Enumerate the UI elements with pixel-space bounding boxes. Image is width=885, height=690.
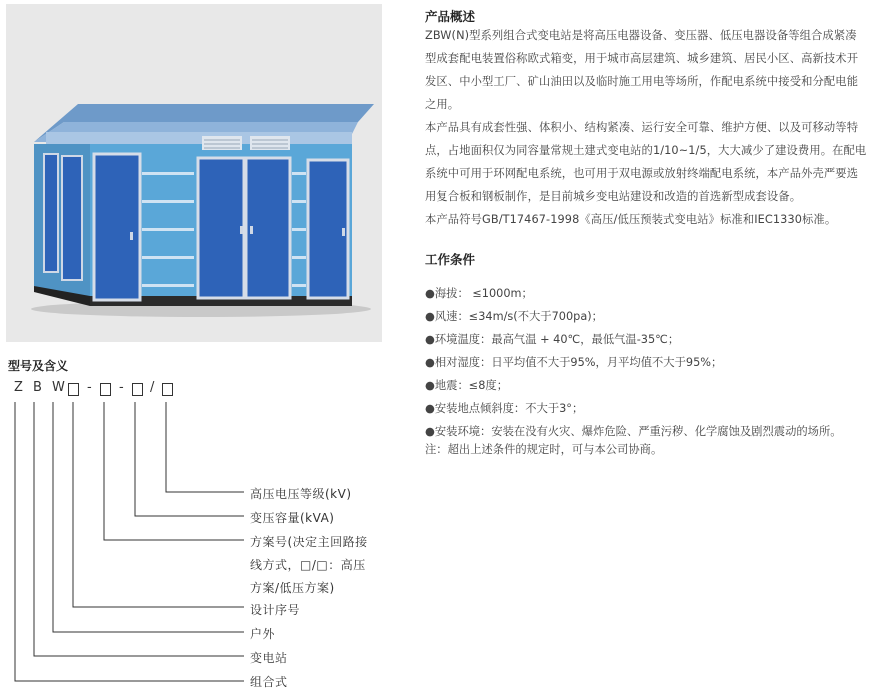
overview-line: ZBW(N)型系列组合式变电站是将高压电器设备、变压器、低压电器设备等组合成紧凑	[425, 29, 857, 42]
overview-paragraph-2	[425, 116, 881, 208]
legend-combined: 组合式	[250, 675, 288, 689]
overview-line: 系统中可用于环网配电系统，也可用于双电源或放射终端配电系统，本产品外壳严要选	[425, 167, 859, 180]
product-photo	[6, 4, 382, 342]
condition-item: ●海拔： ≤1000m；	[425, 287, 533, 300]
overview-line: 点，占地面积仅为同容量常规土建式变电站的1/10~1/5，大大减少了建设费用。在配电	[425, 144, 867, 157]
overview-paragraph-3	[425, 208, 881, 231]
legend-transformer-capacity: 变压容量(kVA)	[250, 511, 335, 525]
legend-outdoor: 户外	[250, 627, 276, 641]
condition-item: ●安装环境：安装在没有火灾、爆炸危险、严重污秽、化学腐蚀及剧烈震动的场所。	[425, 425, 842, 438]
condition-item: ●地震：≤8度；	[425, 379, 508, 392]
conditions-title: 工作条件	[425, 252, 476, 267]
overview-line: 本产品符号GB/T17467-1998《高压/低压预装式变电站》标准和IEC1330标准。	[425, 213, 837, 226]
overview-line: 用复合板和钢板制作，是目前城乡变电站建设和改造的首选新型成套设备。	[425, 190, 802, 203]
overview-line: 本产品具有成套性强、体积小、结构紧凑、运行安全可靠、维护方便、以及可移动等特	[425, 121, 859, 134]
code-letter-w: W	[52, 380, 65, 395]
model-leader-lines	[0, 395, 260, 690]
condition-item: ●风速：≤34m/s(不大于700pa)；	[425, 310, 603, 323]
box-substation-illustration	[6, 4, 382, 342]
overview-line: 发区、中小型工厂、矿山油田以及临时施工用电等场所，作配电系统中接受和分配电能	[425, 75, 859, 88]
legend-scheme-line-3: 方案/低压方案)	[250, 581, 335, 595]
code-separator: /	[150, 380, 155, 395]
condition-item: ●相对湿度：日平均值不大于95%，月平均值不大于95%；	[425, 356, 723, 369]
legend-substation: 变电站	[250, 651, 288, 665]
condition-item: ●环境温度：最高气温 + 40℃，最低气温-35℃；	[425, 333, 680, 346]
code-separator: -	[119, 380, 124, 395]
model-title: 型号及含义	[8, 359, 69, 373]
overview-line: 型成套配电装置俗称欧式箱变，用于城市高层建筑、城乡建筑、居民小区、高新技术开	[425, 52, 859, 65]
overview-title: 产品概述	[425, 9, 476, 24]
code-separator: -	[87, 380, 92, 395]
legend-design-serial: 设计序号	[250, 603, 301, 617]
legend-scheme-line-1: 方案号(决定主回路接	[250, 535, 368, 549]
overview-paragraph-1	[425, 24, 881, 116]
conditions-note: 注：超出上述条件的规定时，可与本公司协商。	[425, 443, 663, 456]
condition-item: ●安装地点倾斜度：不大于3°；	[425, 402, 584, 415]
conditions-list	[425, 282, 842, 443]
legend-scheme-line-2: 线方式，□/□：高压	[250, 558, 366, 572]
legend-voltage-level: 高压电压等级(kV)	[250, 487, 352, 501]
overview-line: 之用。	[425, 98, 460, 111]
code-letter-z: Z	[14, 380, 23, 395]
code-letter-b: B	[33, 380, 42, 395]
